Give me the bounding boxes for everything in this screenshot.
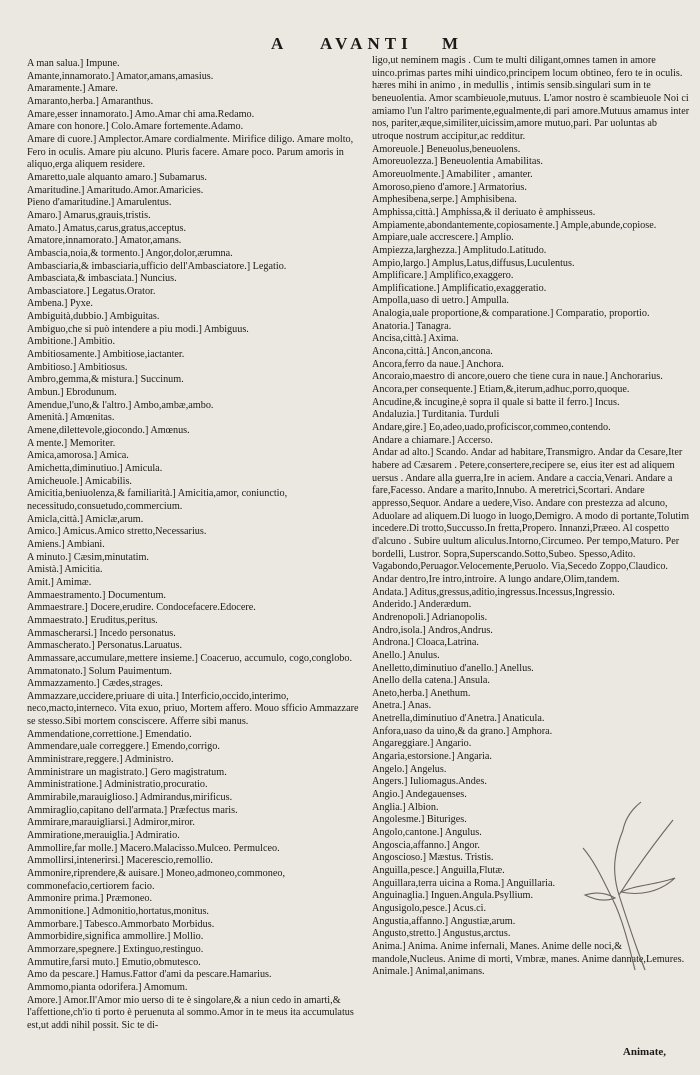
dictionary-entry: Ambascia,noia,& tormento.] Angor,dolor,ærumna.	[27, 247, 233, 259]
dictionary-entry: Ammazzare,uccidere,priuare di uita.] Interficio,occido,interimo, neco,macto,interneco. Vita exuo, priuo, Mortem affero. Mouo sfficio Ammazzare se stesso.Sibi mortem consciscere. Afferre sibi manus.	[27, 690, 359, 728]
dictionary-entry: Ambiguo,che si può intendere a piu modi.] Ambiguus.	[27, 323, 249, 335]
dictionary-entry: Angoscioso.] Mæstus. Tristis.	[372, 852, 494, 864]
dictionary-entry: Ammascherarsi.] Incedo personatus.	[27, 627, 176, 639]
dictionary-entry: Angaria,estorsione.] Angaria.	[372, 751, 492, 763]
dictionary-entry: Angelo.] Angelus.	[372, 763, 447, 775]
dictionary-entry: Aneto,herba.] Anethum.	[372, 687, 471, 699]
dictionary-entry: Anetra.] Anas.	[372, 700, 432, 712]
dictionary-entry: Amaritudine.] Amaritudo.Amor.Amaricies.	[27, 184, 204, 196]
dictionary-entry: Anello.] Anulus.	[372, 649, 440, 661]
dictionary-entry: Amministratione.] Administratio,procuratio.	[27, 779, 208, 791]
dictionary-entry: Ancudine,& incugine,è sopra il quale si batte il ferro.] Incus.	[372, 396, 620, 408]
dictionary-entry: Amaretto,uale alquanto amaro.] Subamarus.	[27, 171, 207, 183]
dictionary-entry: Andar ad alto.] Scando. Andar ad habitare,Transmigro. Andar da Cesare,Iter habere ad Cæsarem . Petere,consertere,recipere se, eius iter est ad aliquem uersus . Andare alla guerra,Ire in aciem. Andare a caccia,Venari. Andare a fare,Facesso. Andare a marito,Innubo. A meretrici,Scortari. Andare appresso,Sequor. Andare a uedere,Viso. Andare con prestezza ad alcuno, Aduolare ad aliquem.Di luogo in luogo,Demigro. A modo di portante,Tolutim incedere.Di trotto,Succusso.In fretta,Propero. Innanzi,Præeo. Al cospetto d'alcuno . Subire uultum aliculus.Intorno,Circumeo. Per tempo,Maturo. Per bordelli, Lustror. Sopra,Superscando.Sotto,Subeo. Spesso,Adito. Vagabondo,Peruagor.Velocemente,Peruolo. Via,Secedo Zoppo,Claudico. Andar dentro,Ire intro,introire. A lungo andare,Olim,tandem.	[372, 447, 690, 585]
dictionary-entry: Analogia,uale proportione,& comparatione.] Comparatio, proportio.	[372, 308, 650, 320]
dictionary-entry: Anfora,uaso da uino,& da grano.] Amphora.	[372, 725, 553, 737]
dictionary-entry: Ammiratione,merauiglia.] Admiratio.	[27, 830, 180, 842]
running-header	[0, 34, 700, 54]
dictionary-entry: Amiens.] Ambiani.	[27, 538, 105, 550]
dictionary-entry: Ambun.] Ebrodunum.	[27, 387, 117, 399]
dictionary-entry: Ammassare,accumulare,mettere insieme.] Coaceruo, accumulo, cogo,conglobo.	[27, 652, 353, 664]
dictionary-entry: Ambena.] Pyxe.	[27, 298, 93, 310]
dictionary-entry: Ancora,per consequente.] Etiam,&,iterum,adhuc,porro,quoque.	[372, 384, 630, 396]
dictionary-entry: Andrenopoli.] Adrianopolis.	[372, 611, 488, 623]
dictionary-entry: Ammollirsi,intenerirsi.] Macerescio,remollio.	[27, 855, 213, 867]
dictionary-entry: Amore.] Amor.Il'Amor mio uerso di te è singolare,& a niun cedo in amarti,& l'affettione,ch'io ti porto è peruenuta al sommo.Amor in te meus ita accumulatus est,ut addi nihil possit. Sic te di-	[27, 994, 354, 1031]
dictionary-entry: Ammiraglio,capitano dell'armata.] Præfectus maris.	[27, 804, 238, 816]
dictionary-entry: Amicla,città.] Amiclæ,arum.	[27, 513, 144, 525]
dictionary-entry: ligo,ut neminem magis . Cum te multi diligant,omnes tamen in amore uinco.primas partes mihi uindico,principem locum obtineo, fero te in oculis. hæres mihi in animo , in medullis , intimis sensib.singulari sum in te beneuolentia. Amor scambieuole,mutuus. L'amor nostro è scambieuole Noi ci amiamo l'un l'altro parimente,egualmente,di pari amore.Mutuus amamus inter nos, pariter,æque,similiter,uicissim,amore mutuo,pari. Par uoluntas ab utroque nostrum accipitur,ac redditur.	[372, 55, 690, 142]
dictionary-entry: Ampiezza,larghezza.] Amplitudo.Latitudo.	[372, 244, 547, 256]
dictionary-entry: Ammorzare,spegnere.] Extinguo,restinguo.	[27, 943, 204, 955]
dictionary-entry: Andare a chiamare.] Accerso.	[372, 434, 493, 446]
dictionary-entry: Amministrare un magistrato.] Gero magistratum.	[27, 766, 227, 778]
dictionary-entry: Amaranto,herba.] Amaranthus.	[27, 95, 154, 107]
dictionary-entry: Anguinaglia.] Inguen.Angula.Psyllium.	[372, 890, 534, 902]
dictionary-entry: Amato.] Amatus,carus,gratus,acceptus.	[27, 222, 186, 234]
dictionary-entry: Amoreuole.] Beneuolus,beneuolens.	[372, 143, 521, 155]
dictionary-entry: Amistà.] Amicitia.	[27, 564, 103, 576]
dictionary-entry: Ambro,gemma,& mistura.] Succinum.	[27, 374, 184, 386]
dictionary-entry: Ammollire,far molle.] Macero.Malacisso.Mulceo. Permulceo.	[27, 842, 280, 854]
dictionary-entry: Ammendatione,correttione.] Emendatio.	[27, 728, 192, 740]
dictionary-entry: Angolo,cantone.] Angulus.	[372, 827, 482, 839]
dictionary-entry: Ammorbare.] Tabesco.Ammorbato Morbidus.	[27, 918, 215, 930]
dictionary-entry: Ammatonato.] Solum Pauimentum.	[27, 665, 172, 677]
dictionary-entry: Ambiguità,dubbio.] Ambiguitas.	[27, 311, 160, 323]
header-center: AVANTI	[320, 34, 413, 53]
dictionary-entry: Amoroso,pieno d'amore.] Armatorius.	[372, 181, 527, 193]
dictionary-entry: Anatoria.] Tanagra.	[372, 320, 452, 332]
dictionary-entry: Amoreuolmente.] Amabiliter , amanter.	[372, 168, 533, 180]
dictionary-entry: Ancoraio,maestro di ancore,ouero che tiene cura in naue.] Anchorarius.	[372, 371, 663, 383]
dictionary-entry: Amatore,innamorato.] Amator,amans.	[27, 235, 182, 247]
dictionary-entry: Angolesme.] Bituriges.	[372, 814, 467, 826]
dictionary-entry: Ammirare,marauigliarsi.] Admiror,miror.	[27, 817, 195, 829]
dictionary-entry: Ambitione.] Ambitio.	[27, 336, 116, 348]
dictionary-entry: Ammirabile,marauiglioso.] Admirandus,mirificus.	[27, 792, 233, 804]
dictionary-entry: Ammazzamento.] Cædes,strages.	[27, 678, 163, 690]
dictionary-entry: Amaramente.] Amare.	[27, 83, 118, 95]
dictionary-entry: Amoreuolezza.] Beneuolentia Amabilitas.	[372, 156, 543, 168]
dictionary-entry: Amo da pescare.] Hamus.Fattor d'ami da pescare.Hamarius.	[27, 969, 272, 981]
dictionary-entry: Angusto,stretto.] Angustus,arctus.	[372, 928, 511, 940]
dictionary-entry: Anello della catena.] Ansula.	[372, 675, 490, 687]
dictionary-entry: Amplificatione.] Amplificatio,exaggeratio.	[372, 282, 547, 294]
dictionary-entry: Animale.] Animal,animans.	[372, 966, 485, 978]
dictionary-entry: Anguilla,pesce.] Anguilla,Flutæ.	[372, 865, 505, 876]
dictionary-entry: Ancora,ferro da naue.] Anchora.	[372, 358, 504, 370]
dictionary-entry: Andata.] Aditus,gressus,aditio,ingressus.Incessus,Ingressio.	[372, 586, 615, 598]
dictionary-entry: Ambitioso.] Ambitiosus.	[27, 361, 128, 373]
dictionary-entry: Ammendare,uale correggere.] Emendo,corrigo.	[27, 741, 220, 753]
dictionary-entry: Amicheuole.] Amicabilis.	[27, 475, 132, 487]
dictionary-entry: Amaro.] Amarus,grauis,tristis.	[27, 209, 151, 221]
dictionary-entry: Ammutire,farsi muto.] Emutio,obmutesco.	[27, 956, 201, 968]
plant-sketch-icon	[575, 800, 685, 980]
dictionary-entry: Amendue,l'uno,& l'altro.] Ambo,ambæ,ambo.	[27, 399, 214, 411]
dictionary-entry: A mente.] Memoriter.	[27, 437, 116, 449]
dictionary-entry: Ammorbidire,significa ammollire.] Mollio.	[27, 931, 204, 943]
left-column	[27, 58, 369, 1033]
dictionary-entry: Ancona,città.] Ancon,ancona.	[372, 346, 493, 358]
dictionary-entry: Amit.] Amimæ.	[27, 576, 92, 588]
dictionary-entry: Angareggiare.] Angario.	[372, 738, 472, 750]
dictionary-entry: Ammonire,riprendere,& auisare.] Moneo,admoneo,commoneo, commonefacio,certiorem facio.	[27, 868, 286, 892]
dictionary-entry: Amica,amorosa.] Amica.	[27, 450, 129, 462]
dictionary-entry: Ammonitione.] Admonitio,hortatus,monitus.	[27, 905, 209, 917]
dictionary-entry: Ampolla,uaso di uetro.] Ampulla.	[372, 295, 509, 307]
dictionary-entry: Anelletto,diminutiuo d'anello.] Anellus.	[372, 662, 534, 674]
dictionary-entry: Anetrella,diminutiuo d'Anetra.] Anaticula.	[372, 713, 545, 725]
dictionary-entry: Ammomo,pianta odorifera.] Amomum.	[27, 981, 188, 993]
dictionary-entry: Anglia.] Albion.	[372, 801, 439, 813]
dictionary-entry: Ammascherato.] Personatus.Laruatus.	[27, 640, 183, 652]
dictionary-entry: Anguillara,terra uicina a Roma.] Anguillaria.	[372, 877, 556, 889]
dictionary-entry: Andaluzia.] Turditania. Turduli	[372, 409, 500, 421]
dictionary-entry: Amenità.] Amœnitas.	[27, 412, 115, 424]
dictionary-entry: Ambasciatore.] Legatus.Orator.	[27, 285, 156, 297]
dictionary-entry: Andare,gire.] Eo,adeo,uado,proficiscor,commeo,contendo.	[372, 422, 611, 434]
dictionary-entry: A man salua.] Impune.	[27, 58, 120, 69]
dictionary-entry: Angustia,affanno.] Angustiæ,arum.	[372, 915, 516, 927]
dictionary-entry: Androna.] Cloaca,Latrina.	[372, 637, 479, 649]
dictionary-entry: Anima.] Anima. Anime infernali, Manes. Anime delle noci,& mandole,Nucleus. Anime di morti, Vmbræ, manes. Anime dannate,Lemures.	[372, 940, 685, 965]
dictionary-entry: Angio.] Andegauenses.	[372, 789, 467, 801]
dictionary-entry: Amico.] Amicus.Amico stretto,Necessarius.	[27, 526, 207, 538]
dictionary-entry: Angusigolo,pesce.] Acus.ci.	[372, 902, 487, 914]
dictionary-entry: Ambasciaria,& imbasciaria,ufficio dell'Ambasciatore.] Legatio.	[27, 260, 287, 272]
header-left: A	[271, 34, 289, 53]
dictionary-entry: Amante,innamorato.] Amator,amans,amasius.	[27, 70, 214, 82]
dictionary-entry: Amichetta,diminutiuo.] Amicula.	[27, 463, 163, 474]
dictionary-entry: Ampiare,uale accrescere.] Amplio.	[372, 232, 514, 244]
dictionary-entry: Ammaestrato.] Eruditus,peritus.	[27, 614, 158, 626]
dictionary-entry: Angoscia,affanno.] Angor.	[372, 839, 480, 851]
dictionary-entry: Amare con honore.] Colo.Amare fortemente.Adamo.	[27, 121, 244, 133]
dictionary-entry: Amicitia,beniuolenza,& familiarità.] Amicitia,amor, coniunctio, necessitudo,consuetudo,commercium.	[27, 488, 288, 512]
dictionary-entry: Ambitiosamente.] Ambitiose,iactanter.	[27, 349, 185, 361]
catchword: Animate,	[622, 1046, 666, 1058]
dictionary-entry: Ancisa,città.] Axima.	[372, 333, 459, 345]
dictionary-entry: Amministrare,reggere.] Administro.	[27, 754, 174, 766]
dictionary-entry: Amplificare.] Amplifico,exaggero.	[372, 270, 514, 282]
dictionary-entry: Anderido.] Anderædum.	[372, 599, 472, 611]
dictionary-entry: Amare,esser innamorato.] Amo.Amar chi ama.Redamo.	[27, 108, 255, 120]
dictionary-entry: A minuto.] Cæsim,minutatim.	[27, 551, 149, 563]
dictionary-entry: Amphesibena,serpe.] Amphisibena.	[372, 194, 517, 206]
dictionary-entry: Ambasciata,& imbasciata.] Nuncius.	[27, 273, 177, 285]
dictionary-entry: Amare di cuore.] Amplector.Amare cordialmente. Mirifice diligo. Amare molto, Fero in oculis. Amare piu alcuno. Pluris facere. Amare poco. Parum amoris in aliquo,erga aliquem residere.	[27, 133, 354, 171]
dictionary-entry: Pieno d'amaritudine.] Amarulentus.	[27, 197, 172, 209]
dictionary-entry: Andro,isola.] Andros,Andrus.	[372, 624, 493, 636]
dictionary-entry: Ammonire prima.] Præmoneo.	[27, 893, 153, 905]
dictionary-entry: Angers.] Iuliomagus.Andes.	[372, 776, 487, 788]
dictionary-entry: Amphissa,città.] Amphissa,& il deriuato è amphisseus.	[372, 206, 596, 218]
dictionary-entry: Ammaestramento.] Documentum.	[27, 589, 166, 601]
dictionary-entry: Ammaestrare.] Docere,erudire. Condocefacere.Edocere.	[27, 602, 256, 614]
dictionary-entry: Amene,dilettevole,giocondo.] Amœnus.	[27, 425, 190, 437]
dictionary-entry: Ampiamente,abondantemente,copiosamente.] Ample,abunde,copiose.	[372, 219, 657, 231]
header-right: M	[442, 34, 464, 53]
dictionary-entry: Ampio,largo.] Amplus,Latus,diffusus,Luculentus.	[372, 257, 575, 269]
